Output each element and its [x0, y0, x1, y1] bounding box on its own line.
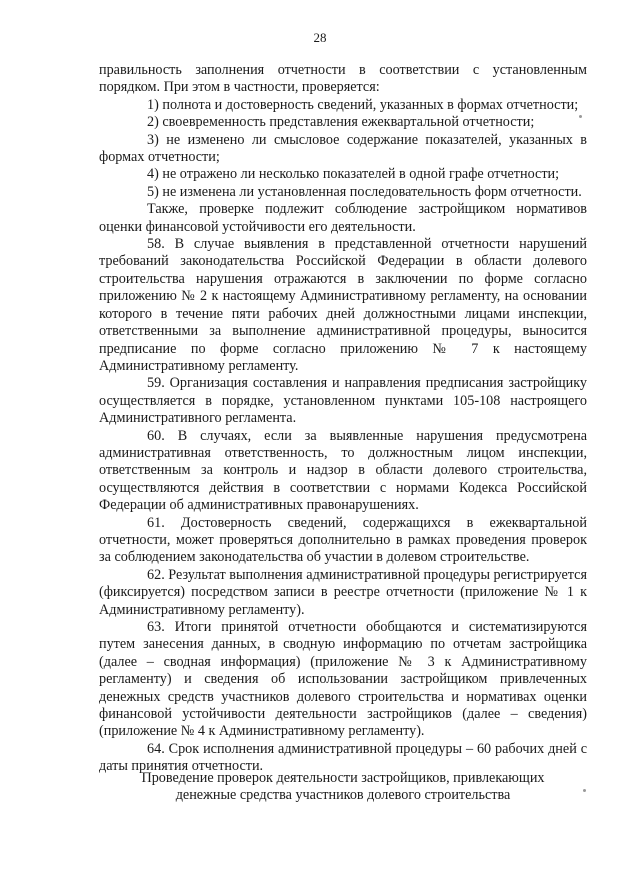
clause-61: 61. Достоверность сведений, содержащихся в ежеквартальной отчетности, может проверяться дополнительно в рамках проведения проверок за соблюдением законодательства об участии в долевом строительстве. [99, 514, 587, 566]
paragraph-also: Также, проверке подлежит соблюдение застройщиком нормативов оценки финансовой устойчивости его деятельности. [99, 201, 587, 235]
scan-speck [579, 115, 582, 118]
page-number: 28 [313, 30, 327, 45]
clause-60: 60. В случаях, если за выявленные нарушения предусмотрена административная ответственность, то должностным лицом инспекции, ответственным за контроль и надзор в области долевого строительства, осуществляются действия в соответствии с нормами Кодекса Российской Федерации об административных правонарушениях. [99, 427, 587, 514]
check-item-4: 4) не отражено ли несколько показателей в одной графе отчетности; [147, 166, 560, 183]
check-item-1: 1) полнота и достоверность сведений, указанных в формах отчетности; [147, 96, 579, 113]
check-item-3: 3) не изменено ли смысловое содержание показателей, указанных в формах отчетности; [99, 131, 587, 166]
section-heading-line-1: Проведение проверок деятельности застройщиков, привлекающих [141, 770, 545, 786]
check-item-5: 5) не изменена ли установленная последовательность форм отчетности. [147, 183, 582, 200]
clause-62: 62. Результат выполнения административной процедуры регистрируется (фиксируется) посредством записи в реестре отчетности (приложение № 1 к Административному регламенту). [99, 566, 587, 618]
clause-59: 59. Организация составления и направления предписания застройщику осуществляется в порядке, установленном пунктами 105-108 настроящего Административного регламента. [99, 375, 587, 427]
section-heading [99, 770, 587, 805]
scan-speck [583, 789, 586, 792]
clause-58: 58. В случае выявления в представленной отчетности нарушений требований законодательства Российской Федерации в области долевого строительства нарушения отражаются в заключении по форме согласно приложению № 2 к настоящему Административному регламенту, на основании которого в течение пяти рабочих дней должностными лицами инспекции, ответственными за выполнение административной процедуры, выносится предписание по форме согласно приложению № 7 к настоящему Административному регламенту. [99, 236, 587, 374]
clause-63: 63. Итоги принятой отчетности обобщаются и систематизируются путем занесения данных, в сводную информацию по отчетам застройщика (далее – сводная информация) (приложение № 3 к Административному регламенту) и сведения об использовании застройщиком привлеченных денежных средств участников долевого строительства и нормативах оценки финансовой устойчивости деятельности застройщиков (далее – сведения) (приложение № 4 к Административному регламенту). [99, 619, 587, 740]
clause-64: 64. Срок исполнения административной процедуры – 60 рабочих дней с даты принятия отчетности. [99, 740, 587, 775]
check-item-2: 2) своевременность представления ежеквартальной отчетности; [147, 114, 535, 131]
document-body [99, 62, 587, 776]
section-heading-line-2: денежные средства участников долевого строительства [175, 787, 511, 804]
paragraph-continuation: правильность заполнения отчетности в соответствии с установленным порядком. При этом в частности, проверяется: [99, 62, 587, 96]
